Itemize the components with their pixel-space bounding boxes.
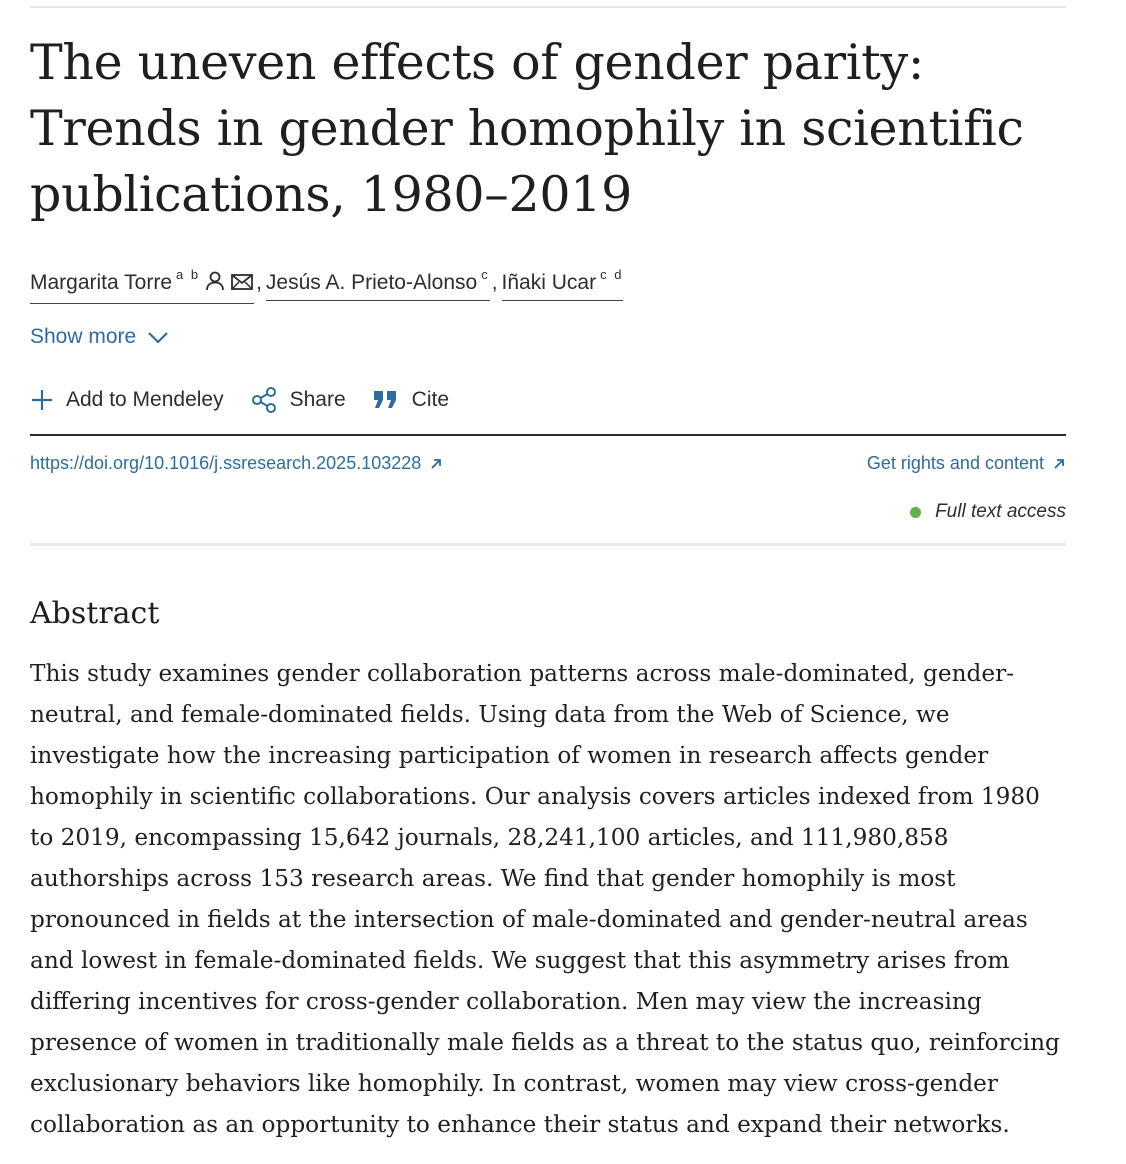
share-icon	[250, 386, 278, 414]
article-actions	[30, 386, 475, 414]
doi-link[interactable]	[30, 453, 443, 474]
author-affiliations: c d	[600, 267, 624, 282]
author-link-1[interactable]	[30, 258, 254, 304]
show-more-button[interactable]	[30, 325, 170, 349]
article-title: The uneven effects of gender parity: Trends in gender homophily in scientific publications, 1980–2019	[30, 34, 1024, 223]
cite-label: Cite	[411, 388, 450, 411]
chevron-down-icon	[146, 329, 170, 345]
quote-icon	[372, 388, 400, 412]
actions-divider	[30, 434, 1066, 436]
get-rights-link[interactable]	[867, 453, 1066, 474]
abstract-heading: Abstract	[30, 596, 160, 631]
doi-text: https://doi.org/10.1016/j.ssresearch.2025.103228	[30, 453, 422, 473]
add-to-mendeley-label: Add to Mendeley	[66, 388, 224, 411]
abstract-text: This study examines gender collaboration patterns across male-dominated, gender-neutral, and female-dominated fields. Using data from the Web of Science, we investigate how the increasing participation of women in research affects gender homophily in scientific collaborations. Our analysis covers articles indexed from 1980 to 2019, encompassing 15,642 journals, 28,241,100 articles, and 111,980,858 authorships across 153 research areas. We find that gender homophily is most pronounced in fields at the intersection of male-dominated and gender-neutral areas and lowest in female-dominated fields. We suggest that this asymmetry arises from differing incentives for cross-gender collaboration. Men may view the increasing presence of women in traditionally male fields as a threat to the status quo, reinforcing exclusionary behaviors like homophily. In contrast, women may view cross-gender collaboration as an opportunity to enhance their status and expand their networks.	[30, 660, 1060, 1138]
author-name: Iñaki Ucar	[501, 271, 597, 294]
get-rights-text: Get rights and content	[866, 453, 1044, 473]
author-affiliations: c	[481, 267, 490, 282]
author-list	[30, 258, 623, 292]
add-to-mendeley-button[interactable]	[30, 388, 224, 412]
top-divider	[30, 6, 1066, 8]
access-status	[910, 501, 1066, 523]
author-name: Margarita Torre	[30, 271, 172, 294]
author-link-2[interactable]	[266, 258, 490, 301]
show-more-label: Show more	[30, 325, 137, 348]
access-dot-icon	[910, 507, 921, 518]
author-separator: ,	[256, 271, 262, 294]
author-name: Jesús A. Prieto-Alonso	[265, 271, 478, 294]
cite-button[interactable]	[372, 388, 449, 412]
author-link-3[interactable]	[502, 258, 624, 301]
header-bottom-divider	[30, 543, 1066, 546]
author-affiliations: a b	[176, 267, 201, 282]
access-label: Full text access	[935, 501, 1066, 522]
author-separator: ,	[491, 271, 498, 294]
external-link-icon	[1052, 457, 1066, 471]
person-icon	[204, 269, 226, 303]
plus-icon	[30, 388, 54, 412]
share-button[interactable]	[250, 386, 346, 414]
external-link-icon	[429, 457, 443, 471]
share-label: Share	[289, 388, 346, 411]
envelope-icon[interactable]	[230, 269, 254, 303]
